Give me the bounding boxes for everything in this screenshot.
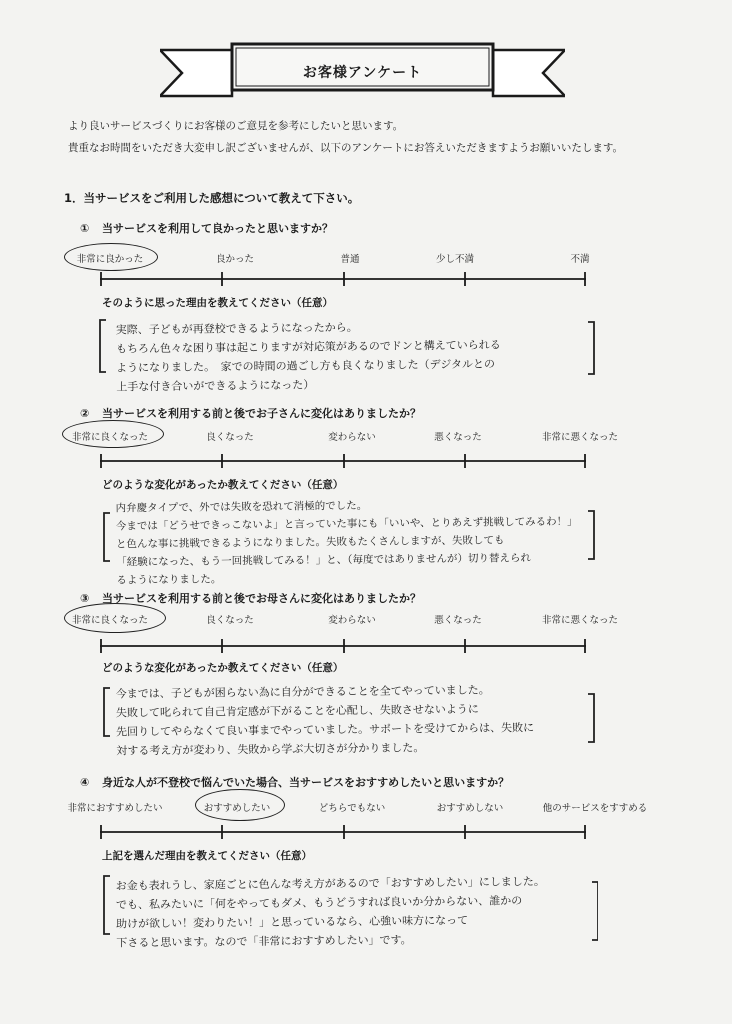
answer-box-q4[interactable] bbox=[98, 870, 598, 970]
handwritten-answer-q3 bbox=[116, 680, 589, 761]
rating-scale-q4 bbox=[60, 800, 648, 840]
option-no-change[interactable]: 変わらない bbox=[328, 432, 376, 443]
reason-label-q2: どのような変化があったか教えてください（任意） bbox=[102, 479, 344, 491]
answer-line: 今までは「どうせできっこないよ」と言っていた事にも「いいや、とりあえず挑戦してみるわ！」 bbox=[115, 515, 578, 533]
scale-line bbox=[60, 451, 620, 471]
answer-box-q1[interactable] bbox=[98, 316, 598, 396]
answer-line: るようになりました。 bbox=[116, 573, 222, 587]
option-bad[interactable]: 悪くなった bbox=[434, 615, 482, 626]
reason-label-q4: 上記を選んだ理由を教えてください（任意） bbox=[102, 850, 312, 862]
question-text: 当サービスを利用する前と後でお子さんに変化はありましたか？ bbox=[102, 407, 421, 420]
option-good[interactable]: 良くなった bbox=[206, 615, 254, 626]
answer-line: 先回りしてやらなくて良い事までやっていました。サポートを受けてからは、失敗に bbox=[116, 721, 535, 739]
question-1 bbox=[80, 220, 333, 236]
title-banner bbox=[160, 38, 565, 108]
answer-line: と色んな事に挑戦できるようになりました。失敗もたくさんしますが、失敗しても bbox=[115, 534, 505, 551]
option-very-bad[interactable]: 非常に悪くなった bbox=[541, 615, 619, 626]
option-highly-recommend[interactable]: 非常におすすめしたい bbox=[67, 803, 163, 814]
option-unsatisfied[interactable]: 不満 bbox=[570, 254, 590, 265]
answer-box-q2[interactable] bbox=[98, 497, 598, 593]
option-very-good[interactable]: 非常に良かった bbox=[76, 254, 144, 265]
question-4 bbox=[80, 774, 509, 790]
answer-line: 下さると思います。なので「非常におすすめしたい」です。 bbox=[116, 933, 412, 950]
reason-label-q1: そのように思った理由を教えてください（任意） bbox=[102, 297, 333, 309]
answer-line: 助けが欲しい！変わりたい！」と思っているなら、心強い味方になって bbox=[116, 913, 469, 931]
option-other-service[interactable]: 他のサービスをすすめる bbox=[542, 803, 648, 814]
answer-box-q3[interactable] bbox=[98, 680, 598, 764]
selection-circle bbox=[64, 603, 166, 633]
question-number: ④ bbox=[80, 776, 90, 789]
answer-line: 実際、子どもが再登校できるようになったから。 bbox=[115, 320, 358, 337]
option-good[interactable]: 良かった bbox=[215, 254, 255, 265]
answer-line: 上手な付き合いができるようになった） bbox=[116, 378, 315, 394]
option-not-recommend[interactable]: おすすめしない bbox=[436, 803, 504, 814]
answer-line: でも、私みたいに「何をやってもダメ、もうどうすれば良いか分からない、誰かの bbox=[115, 894, 523, 912]
option-very-good[interactable]: 非常に良くなった bbox=[71, 615, 149, 626]
question-text: 当サービスを利用して良かったと思いますか？ bbox=[102, 222, 333, 235]
scale-line bbox=[60, 269, 620, 289]
option-slightly-unsatisfied[interactable]: 少し不満 bbox=[435, 254, 475, 265]
intro-line-2: 貴重なお時間をいただき大変申し訳ございませんが、以下のアンケートにお答えいただきますようお願いいたします。 bbox=[68, 142, 624, 154]
option-very-bad[interactable]: 非常に悪くなった bbox=[541, 432, 619, 443]
question-text: 身近な人が不登校で悩んでいた場合、当サービスをおすすめしたいと思いますか？ bbox=[102, 776, 510, 789]
option-good[interactable]: 良くなった bbox=[206, 432, 254, 443]
answer-line: もちろん色々な困り事は起こりますが対応策があるのでドンと構えていられる bbox=[115, 338, 501, 356]
question-2 bbox=[80, 405, 421, 421]
handwritten-answer-q1 bbox=[116, 316, 589, 397]
answer-line: 内弁慶タイプで、外では失敗を恐れて消極的でした。 bbox=[115, 499, 368, 515]
reason-label-q3: どのような変化があったか教えてください（任意） bbox=[102, 662, 344, 674]
scale-line bbox=[60, 636, 620, 656]
answer-line: ようになりました。 家での時間の過ごし方も良くなりました（デジタルとの bbox=[116, 357, 496, 375]
question-number: ① bbox=[80, 222, 90, 235]
handwritten-answer-q2 bbox=[116, 495, 589, 590]
handwritten-answer-q4 bbox=[116, 872, 589, 953]
option-normal[interactable]: 普通 bbox=[340, 254, 360, 265]
question-text: 当サービスを利用する前と後でお母さんに変化はありましたか？ bbox=[102, 592, 421, 605]
option-recommend[interactable]: おすすめしたい bbox=[203, 803, 271, 814]
selection-circle bbox=[64, 243, 158, 271]
option-neutral[interactable]: どちらでもない bbox=[318, 803, 386, 814]
page-title: お客様アンケート bbox=[302, 65, 423, 81]
answer-line: 対する考え方が変わり、失敗から学ぶ大切さが分かりました。 bbox=[116, 741, 425, 758]
answer-line: 「経験になった、もう一回挑戦してみる！」と、（毎度ではありませんが）切り替えられ bbox=[116, 552, 531, 569]
intro-line-1: より良いサービスづくりにお客様のご意見を参考にしたいと思います。 bbox=[68, 120, 404, 132]
option-very-good[interactable]: 非常に良くなった bbox=[71, 432, 149, 443]
selection-circle bbox=[195, 789, 285, 821]
question-number: ③ bbox=[80, 592, 90, 605]
answer-line: 今までは、子どもが困らない為に自分ができることを全てやっていました。 bbox=[115, 683, 490, 701]
option-no-change[interactable]: 変わらない bbox=[328, 615, 376, 626]
answer-line: 失敗して叱られて自己肯定感が下がることを心配し、失敗させないように bbox=[115, 702, 479, 720]
scale-line bbox=[60, 822, 620, 842]
answer-line: お金も表れうし、家庭ごとに色んな考え方があるので「おすすめしたい」にしました。 bbox=[115, 874, 545, 893]
option-bad[interactable]: 悪くなった bbox=[434, 432, 482, 443]
selection-circle bbox=[62, 420, 164, 448]
question-number: ② bbox=[80, 407, 90, 420]
section-1-title: 1．当サービスをご利用した感想について教えて下さい。 bbox=[64, 191, 360, 205]
